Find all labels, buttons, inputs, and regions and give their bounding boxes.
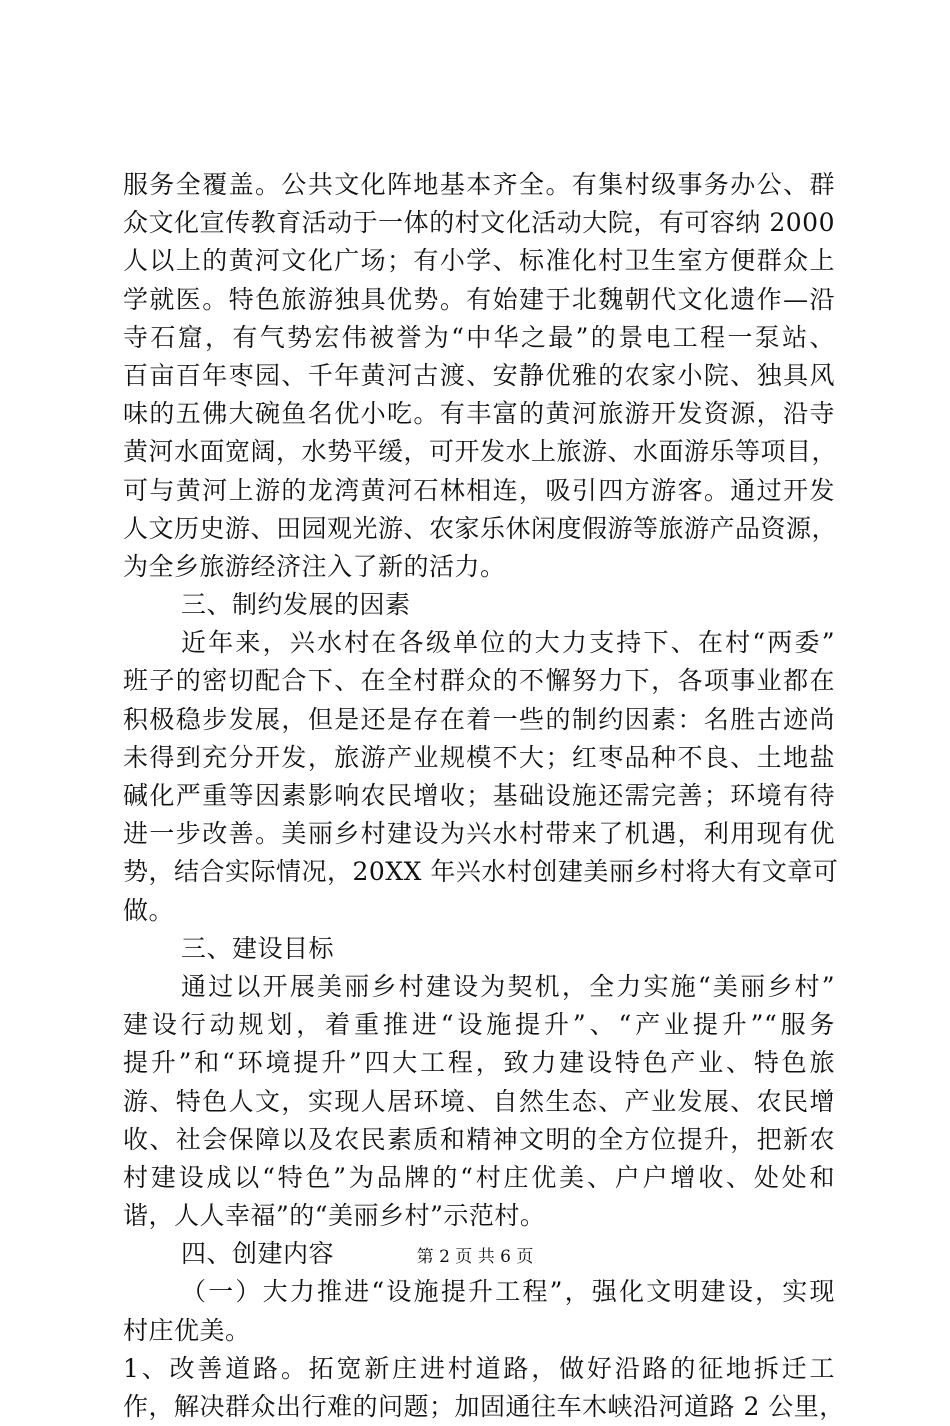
text-line: 服务全覆盖。公共文化阵地基本齐全。有集村级事务办公、群 [123,170,835,199]
text-line: 游、特色人文，实现人居环境、自然生态、产业发展、农民增 [123,1086,835,1116]
section-heading: 三、制约发展的因素 [181,590,411,620]
text-line: 百亩百年枣园、千年黄河古渡、安静优雅的农家小院、独具风 [123,360,835,390]
text-line: 为全乡旅游经济注入了新的活力。 [123,551,506,581]
text-line: 碱化严重等因素影响农民增收；基础设施还需完善；环境有待 [123,781,835,810]
text-line: 味的五佛大碗鱼名优小吃。有丰富的黄河旅游开发资源，沿寺 [123,399,835,429]
text-line: 谐，人人幸福”的“美丽乡村”示范村。 [123,1201,546,1231]
text-line: 势，结合实际情况，20XX 年兴水村创建美丽乡村将大有文章可 [123,857,839,887]
text-line: 通过以开展美丽乡村建设为契机，全力实施“美丽乡村” [181,971,835,1001]
page-footer: 第 2 页 共 6 页 [416,1247,534,1267]
text-line: 1、改善道路。拓宽新庄进村道路，做好沿路的征地拆迁工 [123,1353,835,1383]
text-line: （一）大力推进“设施提升工程”，强化文明建设，实现 [181,1277,835,1307]
text-line: 提升”和“环境提升”四大工程，致力建设特色产业、特色旅 [123,1048,835,1078]
document-body [123,166,845,1426]
text-line: 作，解决群众出行难的问题；加固通往车木峡沿河道路 2 公里， [123,1392,845,1421]
text-line: 积极稳步发展，但是还是存在着一些的制约因素：名胜古迹尚 [123,704,835,734]
text-line: 人以上的黄河文化广场；有小学、标准化村卫生室方便群众上 [123,246,835,276]
text-line: 可与黄河上游的龙湾黄河石林相连，吸引四方游客。通过开发 [123,475,835,505]
text-line: 建设行动规划，着重推进“设施提升”、“产业提升”“服务 [123,1010,835,1040]
text-line: 村庄优美。 [123,1315,251,1345]
text-line: 未得到充分开发，旅游产业规模不大；红枣品种不良、土地盐 [123,742,835,772]
text-line: 进一步改善。美丽乡村建设为兴水村带来了机遇，利用现有优 [123,819,835,849]
text-line: 众文化宣传教育活动于一体的村文化活动大院，有可容纳 2000 [123,208,835,238]
section-heading: 四、创建内容 [181,1239,335,1269]
section-heading: 三、建设目标 [181,933,335,963]
text-line: 学就医。特色旅游独具优势。有始建于北魏朝代文化遗作—沿 [123,284,835,314]
text-line: 班子的密切配合下、在全村群众的不懈努力下，各项事业都在 [123,666,835,696]
text-line: 做。 [123,895,175,925]
text-line: 人文历史游、田园观光游、农家乐休闲度假游等旅游产品资源， [123,513,838,543]
text-line: 近年来，兴水村在各级单位的大力支持下、在村“两委” [181,628,835,658]
text-line: 村建设成以“特色”为品牌的“村庄优美、户户增收、处处和 [123,1162,835,1192]
text-line: 收、社会保障以及农民素质和精神文明的全方位提升，把新农 [123,1124,835,1154]
text-line: 黄河水面宽阔，水势平缓，可开发水上旅游、水面游乐等项目， [123,437,838,467]
text-line: 寺石窟，有气势宏伟被誉为“中华之最”的景电工程一泵站、 [123,322,835,352]
